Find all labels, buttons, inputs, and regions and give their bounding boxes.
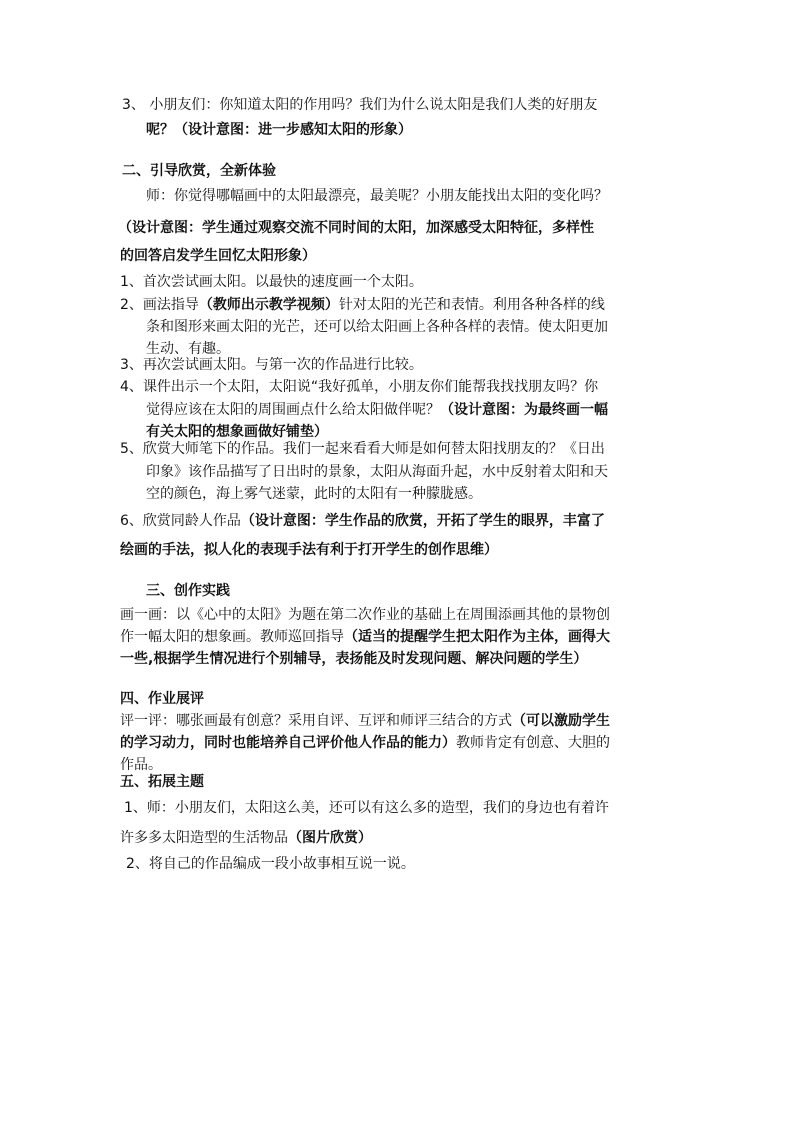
section-5-line-1: 1、师：小朋友们，太阳这么美，还可以有这么多的造型，我们的身边也有着许	[124, 800, 609, 816]
section-3-heading: 三、创作实践	[146, 583, 230, 599]
section-4-heading: 四、作业展评	[120, 691, 204, 707]
list-item-4-line-1: 4、课件出示一个太阳，太阳说“我好孤单，小朋友你们能帮我找找朋友吗？你	[120, 379, 599, 395]
item-3-design-text: 呢？（设计意图：进一步感知太阳的形象）	[146, 122, 412, 138]
list-item-2-line-1	[120, 296, 605, 314]
list-item-2-line-3: 生动、有趣。	[146, 341, 230, 357]
section-3-line-2	[120, 628, 610, 646]
section-4-bold-2: 的学习动力，同时也能培养自己评价他人作品的能力）	[120, 735, 456, 751]
item-2-rest: 针对太阳的光芒和表情。利用各种各样的线	[338, 297, 605, 313]
section-5-text: 许多多太阳造型的生活物品	[120, 830, 288, 846]
item-4-text: 觉得应该在太阳的周围画点什么给太阳做伴呢？	[146, 402, 440, 418]
list-item-5-line-1: 5、欣赏大师笔下的作品。我们一起来看看大师是如何替太阳找朋友的？《日出	[120, 441, 605, 457]
list-item-1: 1、首次尝试画太阳。以最快的速度画一个太阳。	[120, 274, 423, 290]
item-3-text: 3、 小朋友们：你知道太阳的作用吗？我们为什么说太阳是我们人类的好朋友	[122, 97, 598, 113]
item-2-bold: （教师出示教学视频）	[198, 297, 339, 313]
section-3-bold-1: （适当的提醒学生把太阳作为主体，画得大	[344, 629, 610, 645]
section-3-line-1: 画一画：以《心中的太阳》为题在第二次作业的基础上在周围添画其他的景物创	[120, 607, 610, 623]
section-4-text: 评一评：哪张画最有创意？采用自评、互评和师评三结合的方式	[120, 713, 512, 729]
section-2-heading: 二、引导欣赏，全新体验	[122, 163, 276, 179]
list-item-2-line-2: 条和图形来画太阳的光芒，还可以给太阳画上各种各样的表情。使太阳更加	[146, 319, 608, 335]
list-item-3: 3、再次尝试画太阳。与第一次的作品进行比较。	[120, 357, 423, 373]
list-item-4-line-2	[146, 401, 608, 419]
section-4-line-3: 作品。	[120, 757, 162, 773]
section-3-text: 作一幅太阳的想象画。教师巡回指导	[120, 629, 344, 645]
section-2-design-intent-line-2: 的回答启发学生回忆太阳形象）	[120, 248, 316, 264]
section-4-text-2: 教师肯定有创意、大胆的	[456, 735, 610, 751]
list-item-6-line-2: 绘画的手法，拟人化的表现手法有利于打开学生的创作思维）	[120, 542, 498, 558]
teacher-question: 师：你觉得哪幅画中的太阳最漂亮，最美呢？小朋友能找出太阳的变化吗？	[146, 188, 608, 204]
section-4-line-2	[120, 734, 610, 752]
item-6-bold: （设计意图：学生作品的欣赏，开拓了学生的眼界，丰富了	[240, 513, 605, 529]
section-5-line-3: 2、将自己的作品编成一段小故事相互说一说。	[126, 856, 415, 872]
item-6-text: 6、欣赏同龄人作品	[120, 513, 241, 529]
section-5-bold: （图片欣赏）	[288, 830, 372, 846]
section-5-heading: 五、拓展主题	[120, 774, 204, 790]
item-4-bold: （设计意图：为最终画一幅	[440, 402, 608, 418]
section-3-line-3: 一些,根据学生情况进行个别辅导，表扬能及时发现问题、解决问题的学生）	[120, 651, 588, 667]
section-4-bold-1: （可以激励学生	[512, 713, 610, 729]
item-3-design-intent	[146, 121, 412, 139]
item-2-label: 2、画法指导	[120, 297, 199, 313]
list-item-6-line-1	[120, 512, 605, 530]
list-item-5-line-3: 空的颜色，海上雾气迷蒙，此时的太阳有一种朦胧感。	[146, 486, 482, 502]
paragraph-item-3	[122, 96, 597, 114]
section-4-line-1	[120, 712, 610, 730]
section-2-design-intent-line-1: （设计意图：学生通过观察交流不同时间的太阳，加深感受太阳特征，多样性	[118, 220, 594, 236]
list-item-4-line-3: 有关太阳的想象画做好铺垫）	[146, 424, 328, 440]
section-5-line-2	[120, 829, 372, 847]
list-item-5-line-2: 印象》该作品描写了日出时的景象，太阳从海面升起，水中反射着太阳和天	[146, 464, 608, 480]
